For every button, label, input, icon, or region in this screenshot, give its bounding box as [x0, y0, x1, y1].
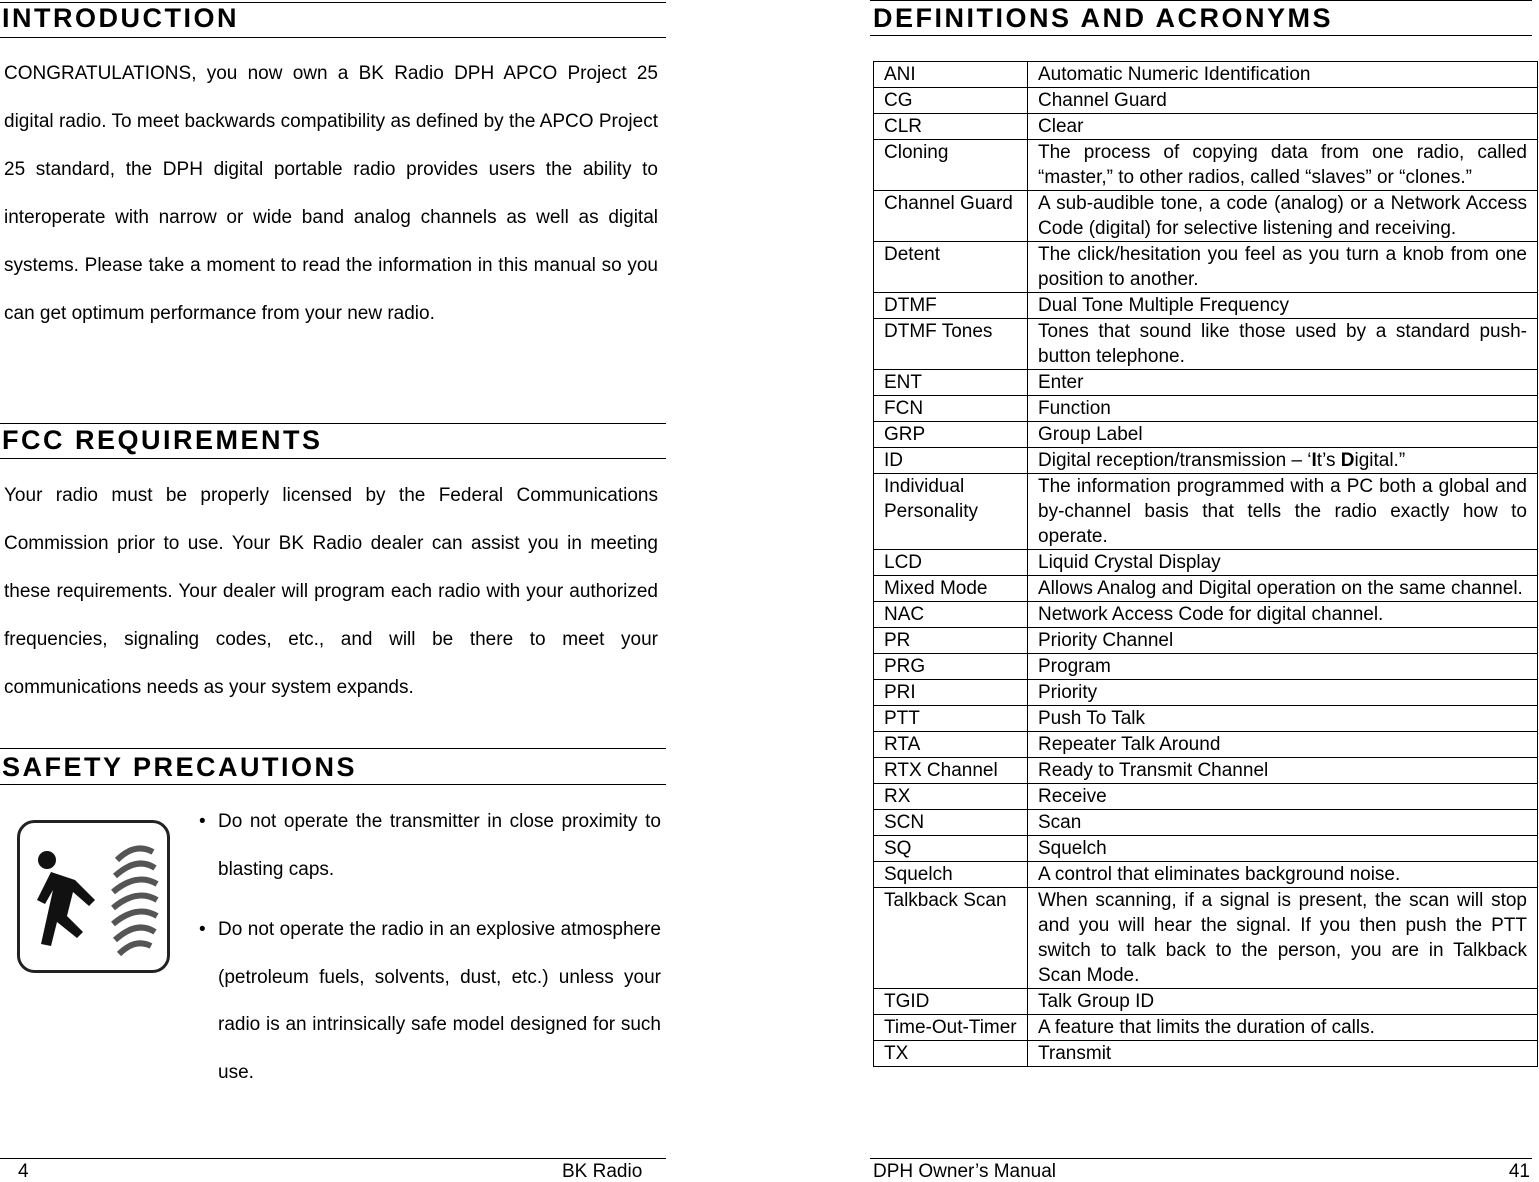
acronym-term: CLR — [874, 114, 1028, 140]
acronym-term: TX — [874, 1041, 1028, 1067]
safety-heading: SAFETY PRECAUTIONS — [2, 752, 358, 782]
definitions-heading: DEFINITIONS AND ACRONYMS — [873, 3, 1334, 33]
acronym-row — [874, 293, 1538, 319]
acronym-definition: Priority — [1028, 680, 1538, 706]
acronym-definition: Group Label — [1028, 422, 1538, 448]
acronym-row — [874, 784, 1538, 810]
acronym-term: PRI — [874, 680, 1028, 706]
acronym-definition: Dual Tone Multiple Frequency — [1028, 293, 1538, 319]
acronym-definition — [1028, 448, 1538, 474]
acronym-row — [874, 654, 1538, 680]
acronym-row — [874, 114, 1538, 140]
safety-bullet-text: Do not operate the transmitter in close proximity to blasting caps. — [218, 811, 661, 880]
safety-heading-bar — [0, 748, 666, 785]
acronym-definition: Automatic Numeric Identification — [1028, 62, 1538, 88]
acronym-definition: Network Access Code for digital channel. — [1028, 602, 1538, 628]
acronym-row — [874, 628, 1538, 654]
acronym-term: RTX Channel — [874, 758, 1028, 784]
acronym-definition: The information programmed with a PC both a global and by-channel basis that tells the radio exactly how to operate. — [1028, 474, 1538, 550]
acronym-definition: Squelch — [1028, 836, 1538, 862]
acronym-term: Individual Personality — [874, 474, 1028, 550]
acronym-term: ENT — [874, 370, 1028, 396]
acronym-definition: Talk Group ID — [1028, 989, 1538, 1015]
acronym-row — [874, 370, 1538, 396]
acronym-row — [874, 706, 1538, 732]
acronym-row — [874, 576, 1538, 602]
acronym-term: Detent — [874, 242, 1028, 293]
acronym-term: LCD — [874, 550, 1028, 576]
acronym-row — [874, 758, 1538, 784]
manual-title: DPH Owner’s Manual — [873, 1161, 1057, 1182]
acronym-row — [874, 62, 1538, 88]
introduction-heading-bar — [0, 2, 666, 38]
acronym-definition: Priority Channel — [1028, 628, 1538, 654]
explosion-hazard-icon — [17, 820, 170, 973]
acronym-definition: A control that eliminates background noise. — [1028, 862, 1538, 888]
acronym-term: TGID — [874, 989, 1028, 1015]
acronym-definition: Enter — [1028, 370, 1538, 396]
acronym-definition: Liquid Crystal Display — [1028, 550, 1538, 576]
acronym-definition: A feature that limits the duration of calls. — [1028, 1015, 1538, 1041]
acronym-term: SCN — [874, 810, 1028, 836]
acronym-definition: Scan — [1028, 810, 1538, 836]
acronym-row — [874, 550, 1538, 576]
fcc-heading-bar — [0, 423, 666, 459]
acronym-row — [874, 242, 1538, 293]
fcc-text: Your radio must be properly licensed by the Federal Communications Commission prior to use. Your BK Radio dealer can assist you in meeting these requirements. Your dealer will program each radio with your authorized frequencies, signaling codes, etc., and will be there to meet your communications needs as your system expands. — [4, 485, 658, 698]
safety-bullet-1 — [199, 798, 661, 893]
definition-part: Digital reception/transmission – ‘ — [1038, 450, 1312, 471]
acronym-definition: Push To Talk — [1028, 706, 1538, 732]
right-page-number: 41 — [1508, 1161, 1530, 1182]
right-footer — [870, 1158, 1532, 1180]
acronym-term: Cloning — [874, 140, 1028, 191]
definition-part: t’s — [1316, 450, 1341, 471]
acronym-row — [874, 191, 1538, 242]
acronym-term: ANI — [874, 62, 1028, 88]
acronym-definition: Repeater Talk Around — [1028, 732, 1538, 758]
acronym-definition: Program — [1028, 654, 1538, 680]
acronym-term: CG — [874, 88, 1028, 114]
acronym-row — [874, 140, 1538, 191]
acronym-definition: Channel Guard — [1028, 88, 1538, 114]
bullet-marker: • — [199, 811, 206, 832]
acronym-term: Channel Guard — [874, 191, 1028, 242]
acronym-definition: Clear — [1028, 114, 1538, 140]
acronym-definition: Ready to Transmit Channel — [1028, 758, 1538, 784]
acronym-term: FCN — [874, 396, 1028, 422]
acronym-row — [874, 732, 1538, 758]
acronym-term: RX — [874, 784, 1028, 810]
acronym-term: SQ — [874, 836, 1028, 862]
acronym-definition: The process of copying data from one radio, called “master,” to other radios, called “slaves” or “clones.” — [1028, 140, 1538, 191]
safety-bullet-list — [199, 798, 661, 1109]
acronym-definition: When scanning, if a signal is present, the scan will stop and you will hear the signal. If you then push the PTT switch to talk back to the person, you are in Talkback Scan Mode. — [1028, 888, 1538, 989]
acronym-definition: Transmit — [1028, 1041, 1538, 1067]
acronym-row — [874, 862, 1538, 888]
acronym-definition: Function — [1028, 396, 1538, 422]
introduction-text: CONGRATULATIONS, you now own a BK Radio DPH APCO Project 25 digital radio. To meet backwards compatibility as defined by the APCO Project 25 standard, the DPH digital portable radio provides users the ability to interoperate with narrow or wide band analog channels as well as digital systems. Please take a moment to read the information in this manual so you can get optimum performance from your new radio. — [4, 63, 658, 324]
acronym-row — [874, 396, 1538, 422]
acronym-row — [874, 1041, 1538, 1067]
acronym-row — [874, 989, 1538, 1015]
acronym-row — [874, 448, 1538, 474]
acronym-term: Time-Out-Timer — [874, 1015, 1028, 1041]
acronym-term: ID — [874, 448, 1028, 474]
definition-part: igital.” — [1354, 450, 1406, 471]
acronym-definition: The click/hesitation you feel as you turn a knob from one position to another. — [1028, 242, 1538, 293]
definitions-heading-bar — [870, 0, 1532, 36]
bullet-marker: • — [199, 919, 206, 940]
acronym-term: DTMF Tones — [874, 319, 1028, 370]
acronym-row — [874, 474, 1538, 550]
acronym-term: Talkback Scan — [874, 888, 1028, 989]
left-page-number: 4 — [18, 1161, 29, 1182]
safety-bullet-text: Do not operate the radio in an explosive atmosphere (petroleum fuels, solvents, dust, etc.) unless your radio is an intrinsically safe model designed for such use. — [218, 919, 661, 1083]
acronym-row — [874, 422, 1538, 448]
acronym-row — [874, 1015, 1538, 1041]
definition-part: D — [1340, 450, 1355, 471]
introduction-heading: INTRODUCTION — [2, 3, 239, 33]
acronym-row — [874, 680, 1538, 706]
acronym-term: PTT — [874, 706, 1028, 732]
acronym-term: Squelch — [874, 862, 1028, 888]
acronym-row — [874, 88, 1538, 114]
acronym-row — [874, 836, 1538, 862]
acronym-term: Mixed Mode — [874, 576, 1028, 602]
acronym-row — [874, 888, 1538, 989]
acronym-row — [874, 810, 1538, 836]
acronym-term: NAC — [874, 602, 1028, 628]
left-footer — [0, 1158, 666, 1180]
acronym-row — [874, 319, 1538, 370]
acronym-term: GRP — [874, 422, 1028, 448]
acronym-term: PR — [874, 628, 1028, 654]
acronym-term: PRG — [874, 654, 1028, 680]
left-footer-brand: BK Radio — [562, 1161, 643, 1182]
acronym-definition: Receive — [1028, 784, 1538, 810]
acronym-definition: Allows Analog and Digital operation on the same channel. — [1028, 576, 1538, 602]
definition-part: I — [1311, 450, 1317, 471]
acronym-term: DTMF — [874, 293, 1028, 319]
acronyms-table — [873, 61, 1538, 1067]
acronym-row — [874, 602, 1538, 628]
acronym-term: RTA — [874, 732, 1028, 758]
acronym-definition: A sub-audible tone, a code (analog) or a Network Access Code (digital) for selective listening and receiving. — [1028, 191, 1538, 242]
fcc-heading: FCC REQUIREMENTS — [2, 425, 323, 455]
safety-bullet-2 — [199, 906, 661, 1096]
acronym-definition: Tones that sound like those used by a standard push-button telephone. — [1028, 319, 1538, 370]
